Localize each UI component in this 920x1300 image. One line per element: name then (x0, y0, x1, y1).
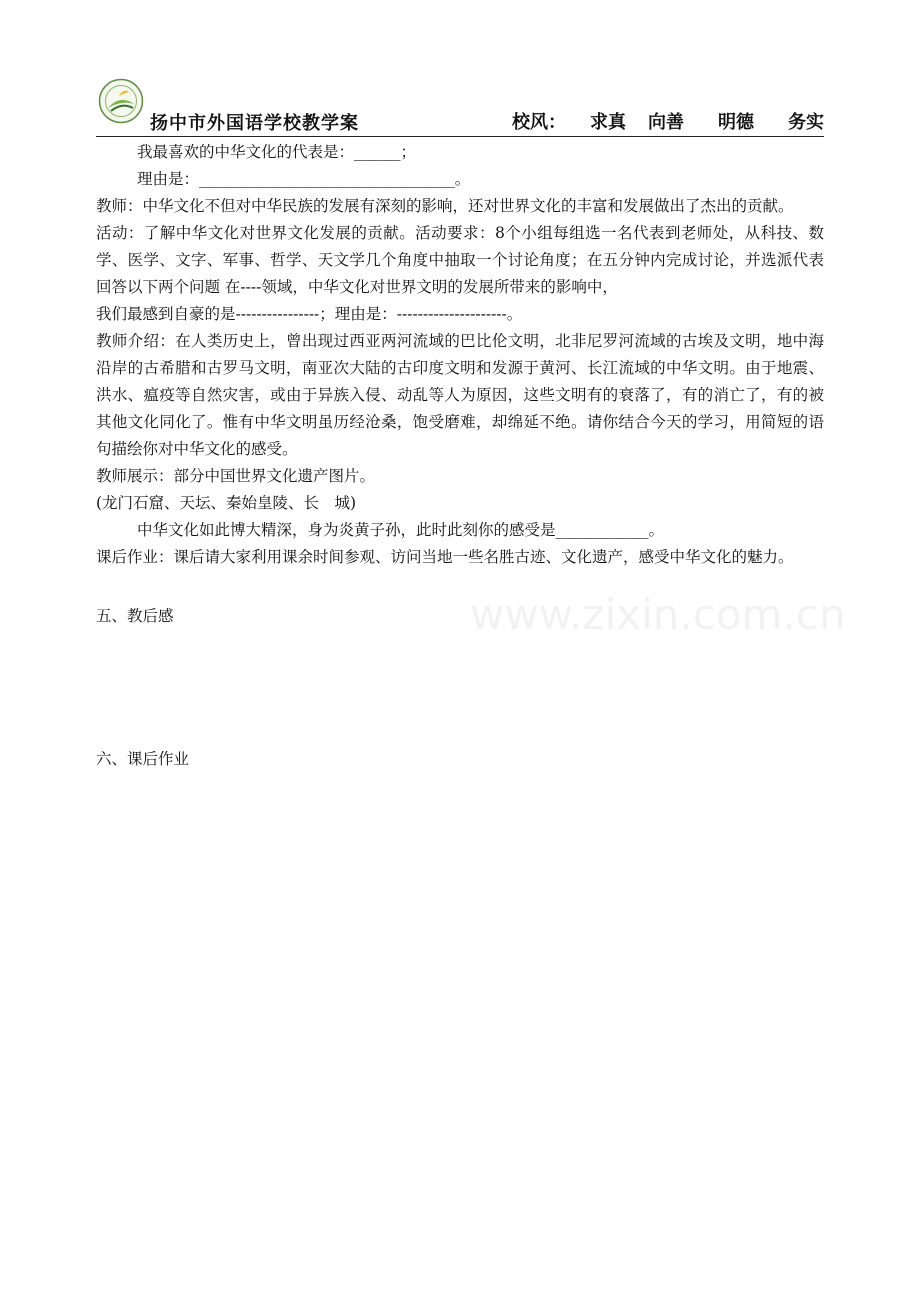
feeling-line: 中华文化如此博大精深，身为炎黄子孙，此时此刻你的感受是____________。 (137, 521, 665, 539)
teacher-show-line: 教师展示：部分中国世界文化遗产图片。 (96, 467, 376, 485)
motto-word: 求真 (590, 112, 626, 133)
teacher-intro-paragraph: 教师介绍：在人类历史上，曾出现过西亚两河流域的巴比伦文明，北非尼罗河流域的古埃及文明，地中海沿岸的古希腊和古罗马文明，南亚次大陆的古印度文明和发源于黄河、长江流域的中华文明。由于地震、洪水、瘟疫等自然灾害，或由于异族入侵、动乱等人为原因，这些文明有的衰落了，有的消亡了，有的被其他文化同化了。惟有中华文明虽历经沧桑，饱受磨难，却绵延不绝。请你结合今天的学习，用简短的语句描绘你对中华文化的感受。 (96, 332, 824, 458)
teacher-paragraph: 教师：中华文化不但对中华民族的发展有深刻的影响，还对世界文化的丰富和发展做出了杰出的贡献。 (96, 197, 794, 215)
favorite-culture-line: 我最喜欢的中华文化的代表是：______； (137, 143, 417, 161)
document-body (96, 139, 824, 773)
heritage-sites-line: (龙门石窟、天坛、秦始皇陵、长 城) (96, 494, 357, 512)
school-name: 扬中市外国语学校教学案 (150, 113, 359, 134)
motto-word: 向善 (648, 112, 684, 133)
motto-label: 校风： (512, 112, 566, 133)
motto-word: 明德 (718, 112, 754, 133)
proud-line: 我们最感到自豪的是----------------；理由是：---------------------。 (96, 305, 523, 323)
motto-word: 务实 (788, 112, 824, 133)
section-title-reflection: 五、教后感 (96, 607, 174, 625)
watermark: www.zixin.com.cn (470, 590, 846, 639)
school-emblem-icon (98, 78, 144, 124)
page-header (96, 76, 824, 137)
homework-paragraph: 课后作业：课后请大家利用课余时间参观、访问当地一些名胜古迹、文化遗产，感受中华文化的魅力。 (96, 548, 794, 566)
school-motto (512, 108, 824, 134)
section-title-homework: 六、课后作业 (96, 750, 190, 768)
activity-paragraph: 活动：了解中华文化对世界文化发展的贡献。活动要求：8个小组每组选一名代表到老师处，从科技、数学、医学、文字、军事、哲学、天文学几个角度中抽取一个讨论角度；在五分钟内完成讨论，并选派代表回答以下两个问题 在----领域，中华文化对世界文明的发展所带来的影响中， (96, 224, 824, 296)
reason-line: 理由是：_________________________________。 (137, 170, 471, 188)
